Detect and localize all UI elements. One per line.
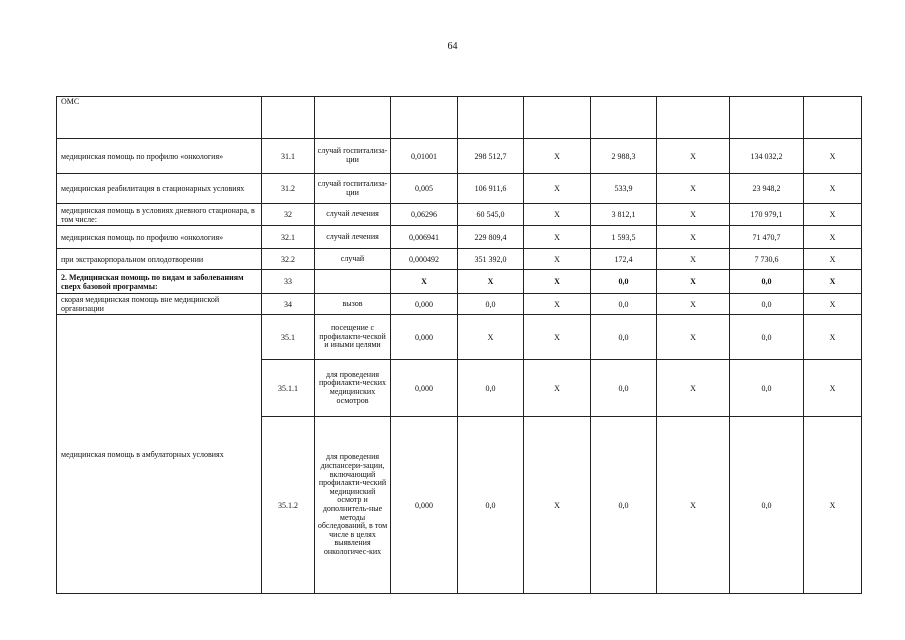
cell: X — [804, 315, 862, 360]
cell: 0,0 — [458, 294, 524, 315]
cell: 298 512,7 — [458, 139, 524, 174]
table-row — [57, 97, 862, 139]
cell: 0,0 — [591, 315, 657, 360]
cell: 533,9 — [591, 174, 657, 204]
cell: 7 730,6 — [730, 249, 804, 270]
row-unit: для проведения профилакти-ческих медицинских осмотров — [315, 360, 391, 417]
cell: 0,005 — [391, 174, 458, 204]
cell: X — [657, 139, 730, 174]
cell: 0,06296 — [391, 204, 458, 226]
cell: X — [804, 139, 862, 174]
row-number: 31.2 — [262, 174, 315, 204]
cell: X — [391, 270, 458, 294]
row-unit: случай лечения — [315, 226, 391, 249]
cell: X — [657, 226, 730, 249]
cell: 0,0 — [458, 417, 524, 594]
cell: 0,0 — [730, 417, 804, 594]
row-name: медицинская помощь по профилю «онкология» — [57, 139, 262, 174]
cell: X — [458, 270, 524, 294]
cell: 0,006941 — [391, 226, 458, 249]
cell: 71 470,7 — [730, 226, 804, 249]
cell: 3 812,1 — [591, 204, 657, 226]
cell: X — [804, 294, 862, 315]
cell: 60 545,0 — [458, 204, 524, 226]
cell: 0,0 — [591, 294, 657, 315]
table-row — [57, 315, 862, 360]
cell: X — [657, 249, 730, 270]
cell: X — [524, 226, 591, 249]
cell: 1 593,5 — [591, 226, 657, 249]
cell: X — [804, 249, 862, 270]
row-number: 34 — [262, 294, 315, 315]
table-row — [57, 249, 862, 270]
table-row — [57, 139, 862, 174]
cell: X — [524, 174, 591, 204]
row-unit: посещение с профилакти-ческой и иными целями — [315, 315, 391, 360]
cell: 23 948,2 — [730, 174, 804, 204]
cell: X — [524, 249, 591, 270]
row-number: 35.1 — [262, 315, 315, 360]
row-name: при экстракорпоральном оплодотворении — [57, 249, 262, 270]
row-unit: случай госпитализа-ции — [315, 139, 391, 174]
cell: 0,0 — [730, 270, 804, 294]
cell: X — [524, 417, 591, 594]
cell: X — [804, 270, 862, 294]
cell: 170 979,1 — [730, 204, 804, 226]
cell: 0,0 — [458, 360, 524, 417]
cell: X — [657, 360, 730, 417]
cell: X — [524, 204, 591, 226]
cell: 0,000 — [391, 360, 458, 417]
table-row — [57, 294, 862, 315]
row-name: медицинская помощь в условиях дневного стационара, в том числе: — [57, 204, 262, 226]
cell: X — [657, 294, 730, 315]
row-number: 32 — [262, 204, 315, 226]
table-row — [57, 204, 862, 226]
header-label: ОМС — [57, 97, 262, 139]
row-name: медицинская помощь по профилю «онкология» — [57, 226, 262, 249]
cell: 0,000 — [391, 315, 458, 360]
cell: 0,0 — [591, 360, 657, 417]
cell: X — [524, 139, 591, 174]
cell: X — [524, 294, 591, 315]
cell: X — [804, 360, 862, 417]
cell: X — [657, 174, 730, 204]
cell: 0,000492 — [391, 249, 458, 270]
cell: 0,000 — [391, 417, 458, 594]
cell: X — [657, 417, 730, 594]
cell: X — [657, 315, 730, 360]
cell: 0,0 — [591, 270, 657, 294]
row-number: 35.1.1 — [262, 360, 315, 417]
row-unit: случай госпитализа-ции — [315, 174, 391, 204]
row-number: 32.2 — [262, 249, 315, 270]
row-number: 33 — [262, 270, 315, 294]
cell: 0,01001 — [391, 139, 458, 174]
table-row — [57, 174, 862, 204]
cell: X — [657, 270, 730, 294]
table-row — [57, 270, 862, 294]
cell: 0,0 — [730, 360, 804, 417]
row-unit: вызов — [315, 294, 391, 315]
cell: 0,000 — [391, 294, 458, 315]
ambulatory-name: медицинская помощь в амбулаторных условиях — [57, 315, 262, 594]
row-unit: случай лечения — [315, 204, 391, 226]
cell: X — [804, 417, 862, 594]
cell: 229 809,4 — [458, 226, 524, 249]
cell: X — [657, 204, 730, 226]
row-unit: для проведения диспансери-зации, включающий профилакти-ческий медицинский осмотр и дополнитель-ные методы обследований, в том числе в целях выявления онкологичес-ких — [315, 417, 391, 594]
cell: X — [524, 270, 591, 294]
row-name: 2. Медицинская помощь по видам и заболеваниям сверх базовой программы: — [57, 270, 262, 294]
row-number: 31.1 — [262, 139, 315, 174]
cell: 0,0 — [730, 294, 804, 315]
row-unit — [315, 270, 391, 294]
cell: X — [524, 360, 591, 417]
cell: 172,4 — [591, 249, 657, 270]
cell: 0,0 — [730, 315, 804, 360]
cell: X — [458, 315, 524, 360]
cell: 106 911,6 — [458, 174, 524, 204]
cell: X — [804, 174, 862, 204]
data-table — [56, 96, 862, 594]
cell: 134 032,2 — [730, 139, 804, 174]
row-name: скорая медицинская помощь вне медицинской организации — [57, 294, 262, 315]
cell: X — [804, 226, 862, 249]
cell: X — [804, 204, 862, 226]
cell: X — [524, 315, 591, 360]
table-row — [57, 226, 862, 249]
row-number: 35.1.2 — [262, 417, 315, 594]
row-unit: случай — [315, 249, 391, 270]
cell: 351 392,0 — [458, 249, 524, 270]
row-number: 32.1 — [262, 226, 315, 249]
page-number: 64 — [447, 41, 458, 52]
row-name: медицинская реабилитация в стационарных условиях — [57, 174, 262, 204]
cell: 2 988,3 — [591, 139, 657, 174]
cell: 0,0 — [591, 417, 657, 594]
